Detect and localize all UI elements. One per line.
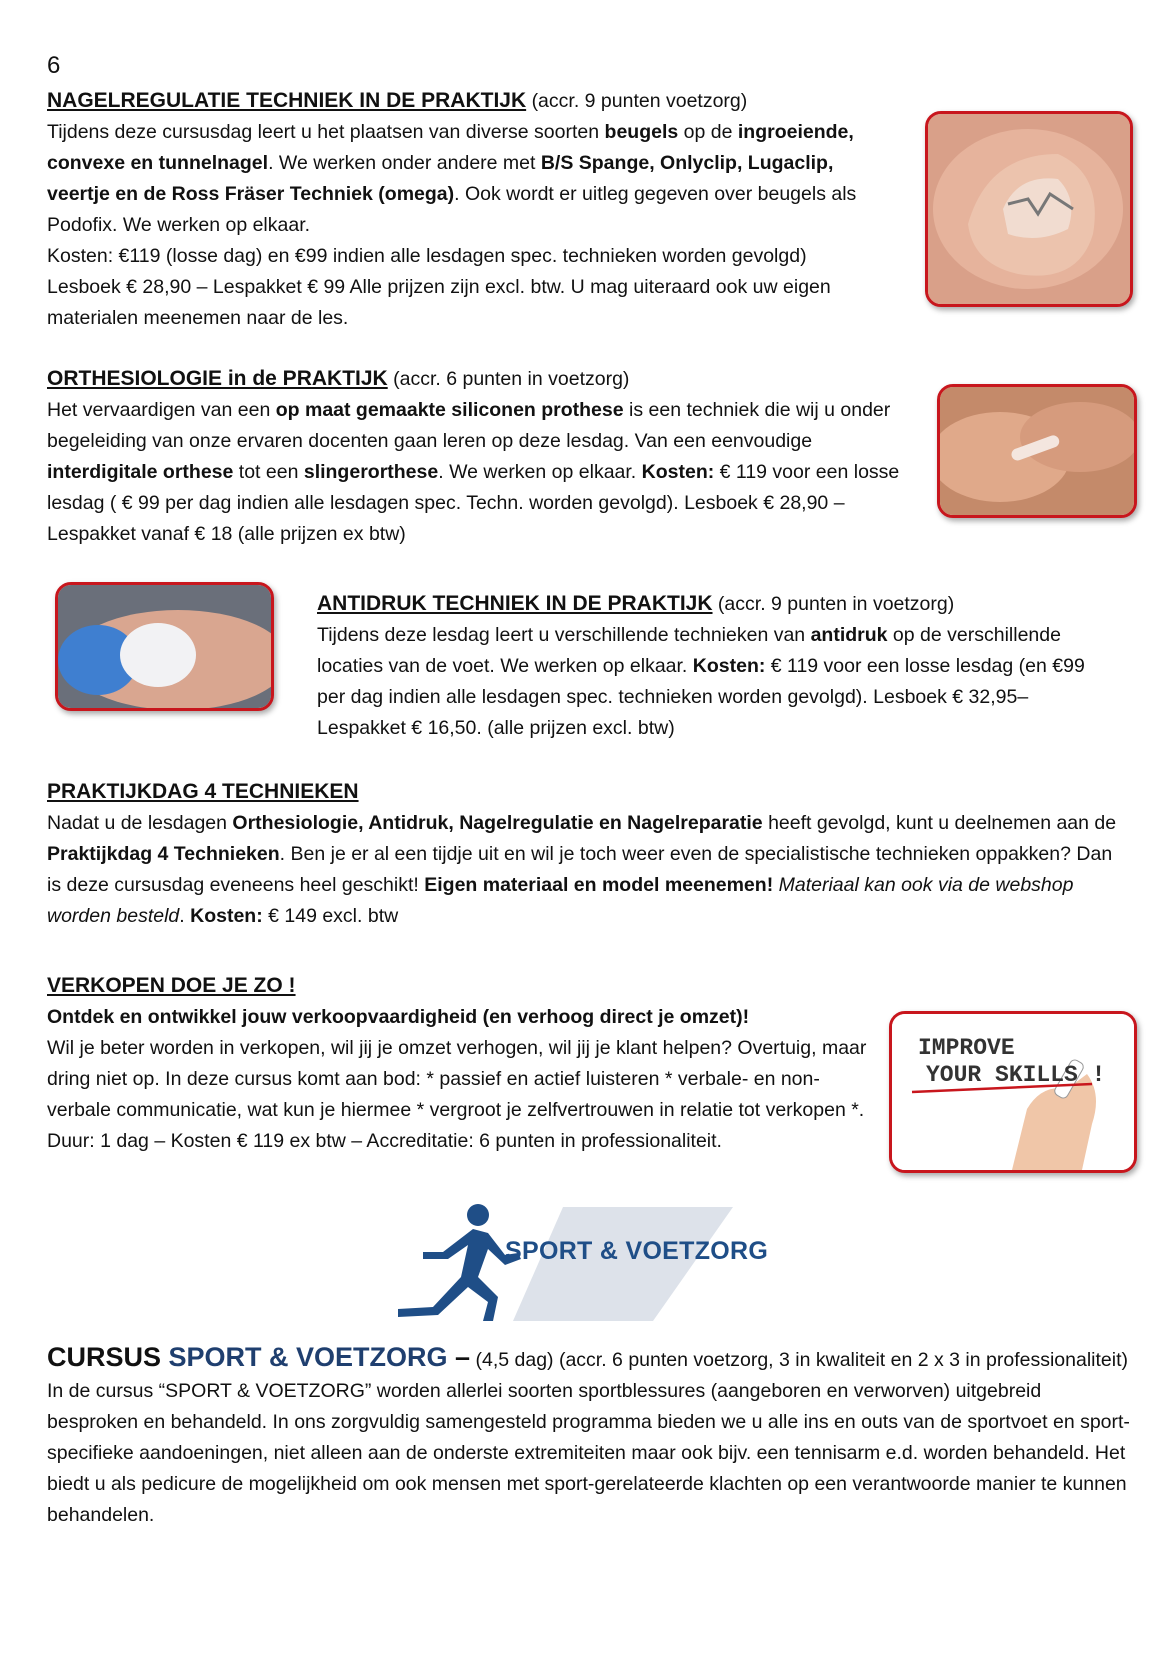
bold-text: Kosten: bbox=[190, 905, 263, 927]
text: . Ben je er al een tijdje uit en wil je toch weer even de specialistische technieken oppakken? Dan is deze cursusdag eveneens heel geschikt! bbox=[47, 843, 1113, 896]
bold-text: Kosten: bbox=[641, 461, 715, 483]
improve-skills-image bbox=[889, 1011, 1137, 1173]
text: Tijdens deze cursusdag leert u het plaatsen van diverse soorten bbox=[47, 121, 605, 143]
bold-text: antidruk bbox=[810, 624, 888, 646]
antidruk-title: ANTIDRUK TECHNIEK IN DE PRAKTIJK bbox=[317, 592, 713, 615]
text: tot een bbox=[233, 461, 304, 483]
sport-heading bbox=[47, 1342, 1132, 1376]
text: € 119 voor een losse lesdag (en €99 per dag indien alle lesdagen spec. technieken worden gevolgd). Lesboek € 32,95– Lespakket € 16,50. (alle prijzen excl. btw) bbox=[317, 655, 1085, 739]
text: Het vervaardigen van een bbox=[47, 399, 276, 421]
verkopen-duur: Duur: 1 dag – Kosten € 119 ex btw – Accreditatie: 6 punten in professionaliteit. bbox=[47, 1130, 722, 1152]
praktijk-body bbox=[47, 808, 1127, 932]
text: . Ook wordt er uitleg gegeven over beugels als Podofix. We werken op elkaar. bbox=[47, 183, 857, 236]
ortho-title: ORTHESIOLOGIE in de PRAKTIJK bbox=[47, 367, 388, 390]
sport-title-a: CURSUS bbox=[47, 1342, 169, 1372]
image-text-2: YOUR SKILLS ! bbox=[926, 1062, 1106, 1088]
bold-text: Ontdek en ontwikkel jouw verkoopvaardigheid (en verhoog direct je omzet)! bbox=[47, 1006, 750, 1028]
section-orthesiologie bbox=[47, 363, 917, 550]
antidruk-heading bbox=[317, 588, 1117, 620]
text: Tijdens deze lesdag leert u verschillende technieken van bbox=[317, 624, 811, 646]
text: op de bbox=[678, 121, 738, 143]
foot-image bbox=[58, 585, 271, 708]
praktijk-heading bbox=[47, 776, 1127, 808]
text: op de verschillende locaties van de voet. We werken op elkaar. bbox=[317, 624, 1061, 677]
text: Nadat u de lesdagen bbox=[47, 812, 233, 834]
logo-text: SPORT & VOETZORG bbox=[505, 1237, 769, 1265]
orthosis-photo bbox=[937, 384, 1137, 518]
sport-title-c: – bbox=[447, 1342, 471, 1372]
nagel-body bbox=[47, 117, 877, 241]
toe-image bbox=[928, 114, 1130, 304]
section-verkopen bbox=[47, 970, 867, 1157]
antidruk-photo bbox=[55, 582, 274, 711]
praktijk-title: PRAKTIJKDAG 4 TECHNIEKEN bbox=[47, 780, 359, 803]
bold-text: op maat gemaakte siliconen prothese bbox=[275, 399, 624, 421]
text: . We werken op elkaar. bbox=[438, 461, 642, 483]
nagel-kosten: Kosten: €119 (losse dag) en €99 indien alle lesdagen spec. technieken worden gevolgd) Lesboek € 28,90 – Lespakket € 99 Alle prijzen zijn excl. btw. U mag uiteraard ook uw eigen materialen meenemen naar de les. bbox=[47, 245, 831, 329]
bold-text: beugels bbox=[604, 121, 679, 143]
nagel-accr: (accr. 9 punten voetzorg) bbox=[531, 90, 748, 112]
text: heeft gevolgd, kunt u deelnemen aan de bbox=[762, 812, 1117, 834]
improve-skills-graphic bbox=[892, 1014, 1134, 1170]
section-praktijkdag bbox=[47, 776, 1127, 932]
antidruk-accr: (accr. 9 punten in voetzorg) bbox=[712, 593, 955, 615]
sport-body: In de cursus “SPORT & VOETZORG” worden allerlei soorten sportblessures (aangeboren en verworven) uitgebreid besproken en behandeld. In ons zorgvuldig samengesteld programma bieden we u alle ins en outs van de sportvoet en sport-specifieke aandoeningen, niet alleen aan de onderste extremiteiten maar ook bijv. een tennisarm e.d. worden behandeld. Het biedt u als pedicure de mogelijkheid om ook mensen met sport-gerelateerde klachten op een verantwoorde manier te kunnen behandelen. bbox=[47, 1380, 1130, 1526]
section-nagelregulatie bbox=[47, 85, 877, 334]
text: € 149 excl. btw bbox=[262, 905, 399, 927]
verkopen-title: VERKOPEN DOE JE ZO ! bbox=[47, 974, 296, 997]
text: is een techniek die wij u onder begeleiding van onze ervaren docenten gaan leren op deze lesdag. Van een eenvoudige bbox=[47, 399, 891, 452]
image-text-1: IMPROVE bbox=[918, 1035, 1015, 1061]
sport-title-b: SPORT & VOETZORG bbox=[168, 1342, 448, 1372]
bold-text: Praktijkdag 4 Technieken bbox=[47, 843, 280, 865]
verkopen-heading bbox=[47, 970, 867, 1002]
nagel-title: NAGELREGULATIE TECHNIEK IN DE PRAKTIJK bbox=[47, 89, 527, 112]
page-number: 6 bbox=[47, 52, 61, 79]
bold-text: ingroeiende, convexe en tunnelnagel bbox=[47, 121, 854, 174]
sport-accr: (4,5 dag) (accr. 6 punten voetzorg, 3 in kwaliteit en 2 x 3 in professionaliteit) bbox=[470, 1349, 1129, 1371]
sport-voetzorg-logo bbox=[393, 1197, 781, 1321]
ortho-heading bbox=[47, 363, 917, 395]
section-sport-voetzorg bbox=[47, 1342, 1132, 1531]
verkopen-subtitle bbox=[47, 1002, 867, 1033]
text: . bbox=[179, 905, 191, 927]
verkopen-body: Wil je beter worden in verkopen, wil jij je omzet verhogen, wil jij je klant helpen? Overtuig, maar dring niet op. In deze cursus komt aan bod: * passief en actief luisteren * verbale- en non-verbale communicatie, wat kun je hiermee * vergroot je zelfvertrouwen in relatie tot verkopen *. bbox=[47, 1037, 867, 1121]
antidruk-body bbox=[317, 620, 1117, 744]
bold-text: Eigen materiaal en model meenemen! bbox=[424, 874, 774, 896]
ortho-accr: (accr. 6 punten in voetzorg) bbox=[387, 368, 630, 390]
toenail-brace-photo bbox=[925, 111, 1133, 307]
nagel-heading bbox=[47, 85, 877, 117]
section-antidruk bbox=[317, 588, 1117, 744]
bold-text: slingerorthese bbox=[303, 461, 439, 483]
bold-text: B/S Spange, Onlyclip, Lugaclip, veertje en de Ross Fräser Techniek (omega) bbox=[47, 152, 834, 205]
italic-text: Materiaal kan ook via de webshop worden besteld bbox=[47, 874, 1074, 927]
hands-image bbox=[940, 387, 1134, 515]
bold-text: Kosten: bbox=[692, 655, 766, 677]
text: € 119 voor een losse lesdag ( € 99 per dag indien alle lesdagen spec. Techn. worden gevolgd). Lesboek € 28,90 – Lespakket vanaf € 18 (alle prijzen ex btw) bbox=[47, 461, 900, 545]
bold-text: Orthesiologie, Antidruk, Nagelregulatie en Nagelreparatie bbox=[232, 812, 763, 834]
bold-text: interdigitale orthese bbox=[47, 461, 234, 483]
text: . We werken onder andere met bbox=[268, 152, 541, 174]
ortho-body bbox=[47, 395, 917, 550]
